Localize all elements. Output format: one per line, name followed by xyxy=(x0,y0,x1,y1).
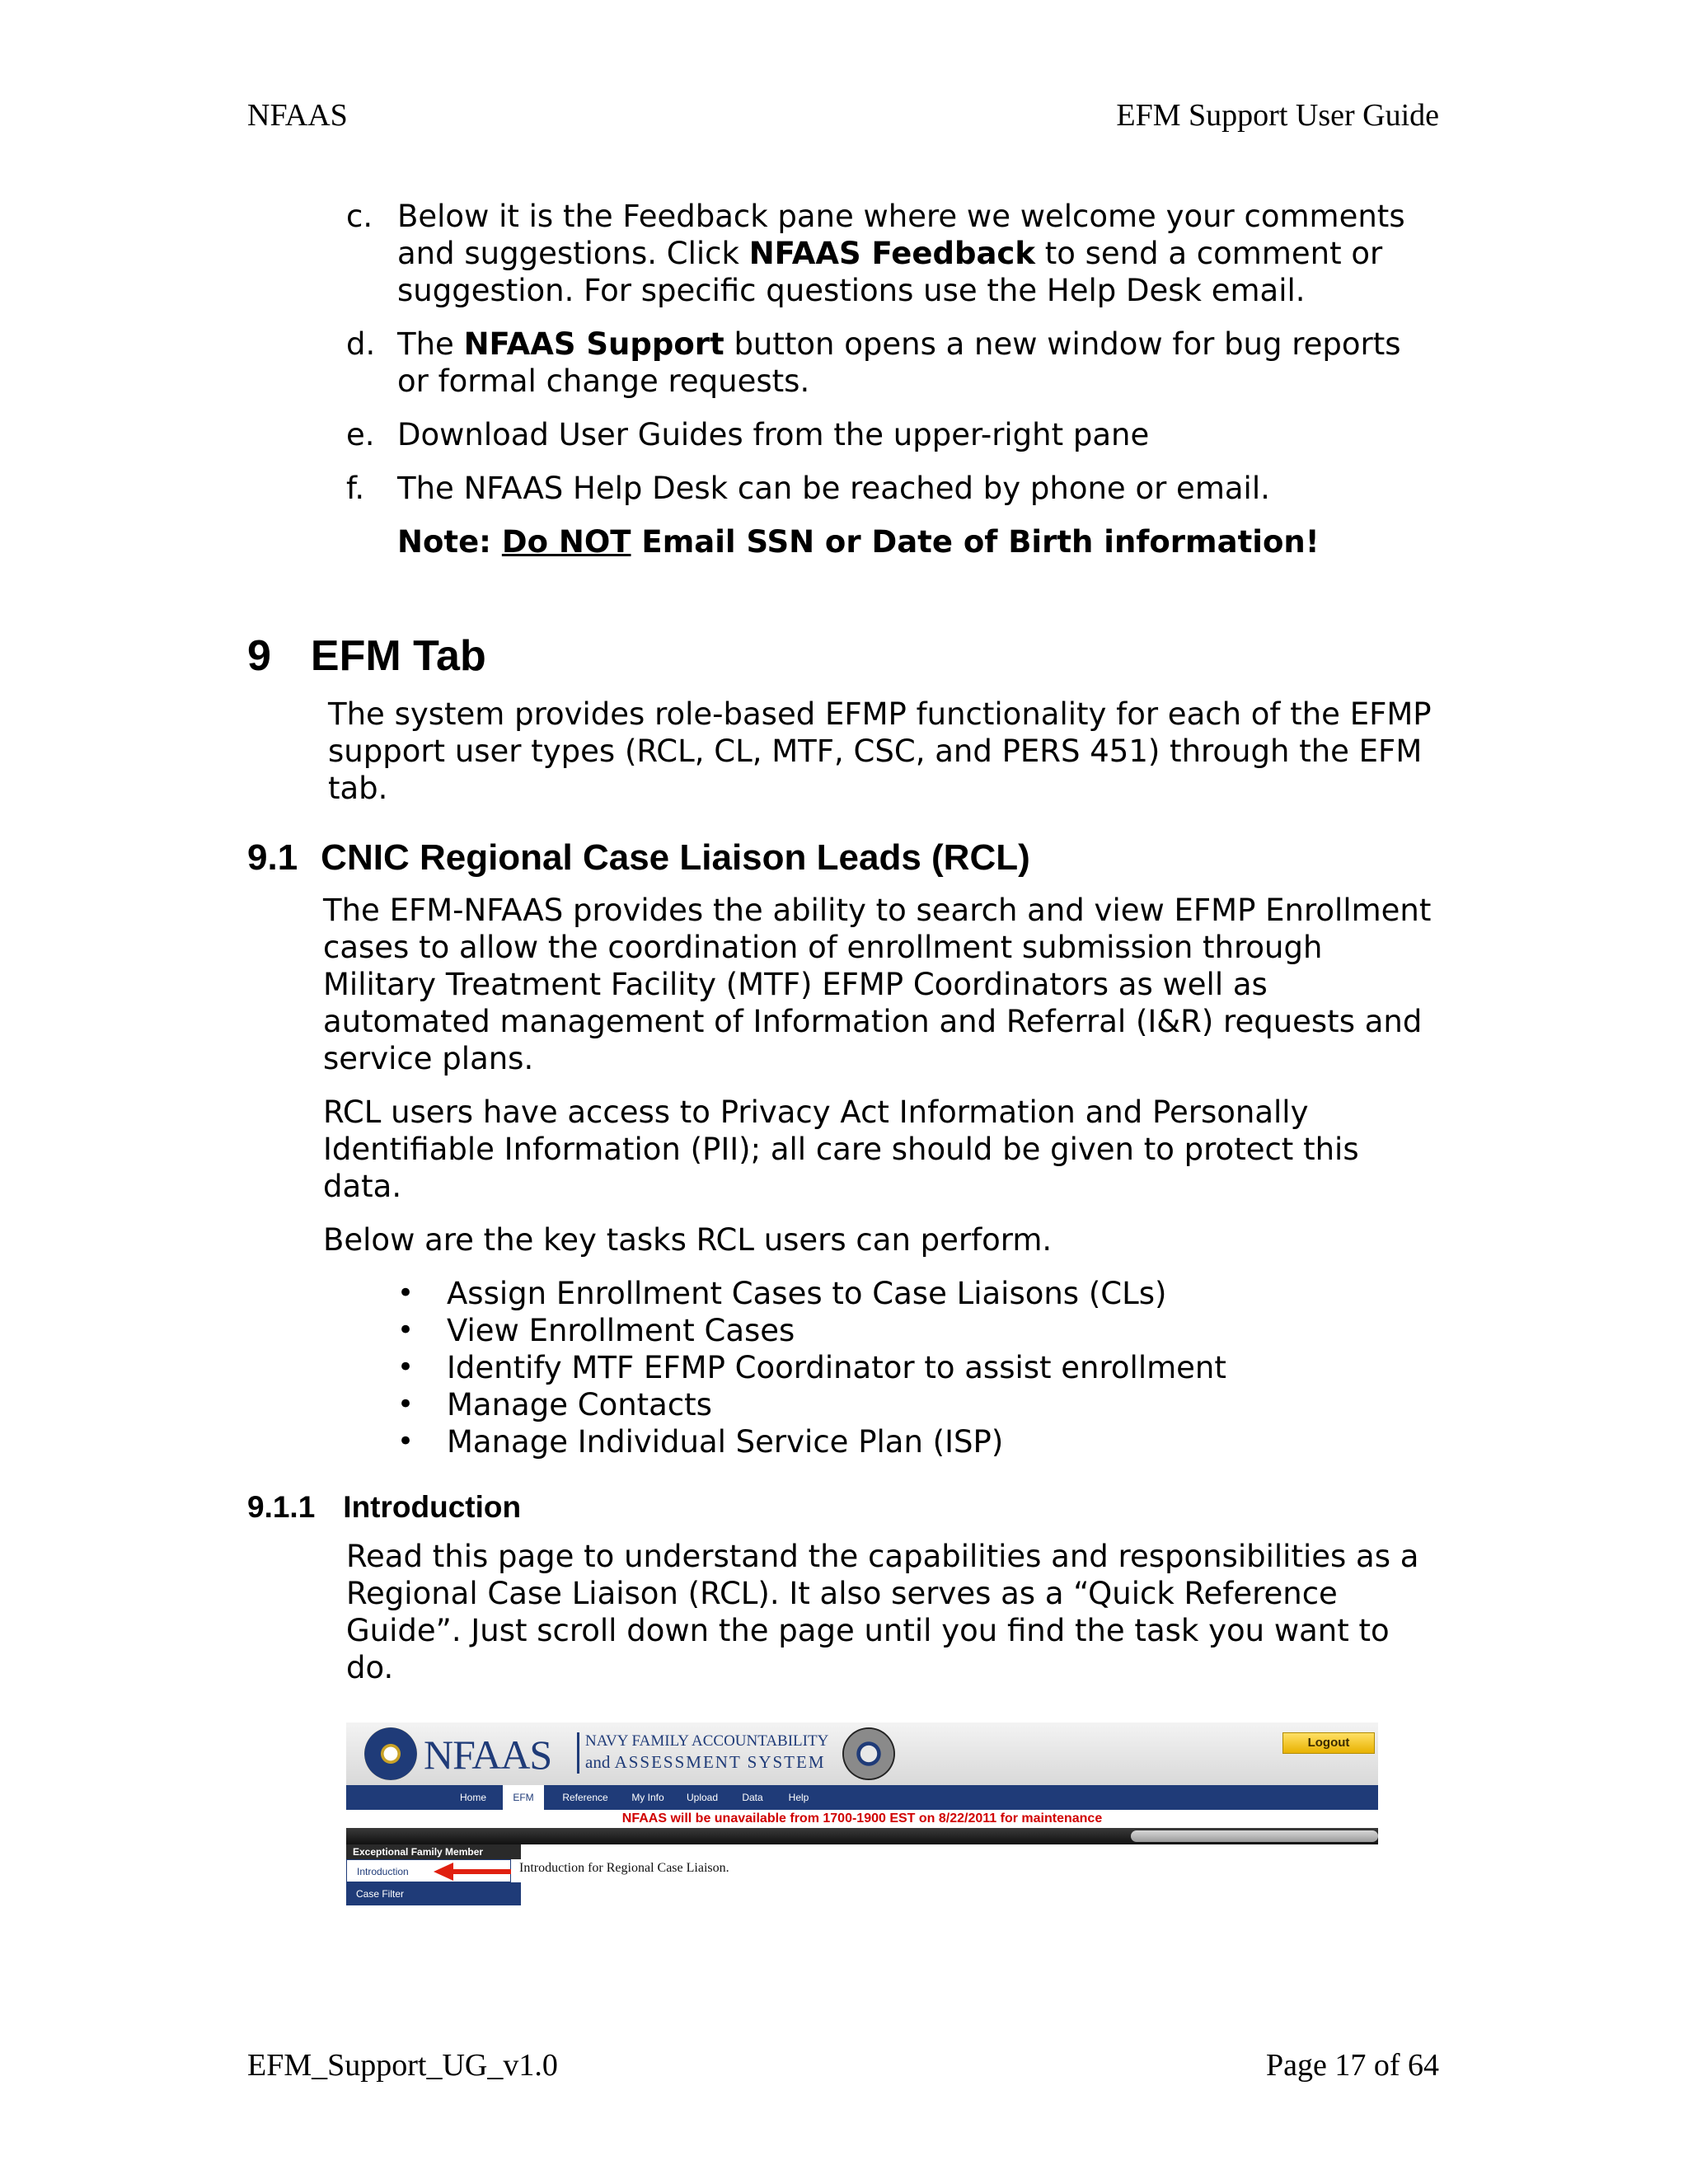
section-title: CNIC Regional Case Liaison Leads (RCL) xyxy=(321,837,1030,878)
footer-right: Page 17 of 64 xyxy=(1265,2048,1439,2083)
list-item xyxy=(346,470,1451,507)
nav-tab-data[interactable]: Data xyxy=(742,1792,763,1803)
line xyxy=(397,198,1451,235)
note-underlined: Do NOT xyxy=(501,524,631,560)
paragraph xyxy=(323,1094,1444,1205)
section-number: 9.1 xyxy=(247,837,298,878)
app-subtitle-1: NAVY FAMILY ACCOUNTABILITY xyxy=(585,1732,829,1750)
app-logo: NFAAS xyxy=(424,1732,552,1778)
nav-tab-my-info[interactable]: My Info xyxy=(631,1792,664,1803)
nfaas-screenshot xyxy=(346,1722,1378,1907)
section-9-1-1-text xyxy=(346,1538,1451,1686)
line: Military Treatment Facility (MTF) EFMP Coordinators as well as xyxy=(323,967,1268,1002)
text: suggestion. For specific questions use the Help Desk email. xyxy=(397,273,1306,308)
bullet-icon: • xyxy=(397,1388,415,1421)
list-label: f. xyxy=(346,471,365,506)
text: button opens a new window for bug reports xyxy=(724,326,1401,362)
section-9-1-text xyxy=(323,892,1444,1460)
section-9-text xyxy=(328,696,1449,807)
bullet-icon: • xyxy=(397,1277,415,1310)
bullet-text: Identify MTF EFMP Coordinator to assist enrollment xyxy=(447,1350,1226,1385)
nav-tab-upload[interactable]: Upload xyxy=(686,1792,719,1803)
line xyxy=(397,272,1451,309)
line: tab. xyxy=(328,771,388,806)
header-right: EFM Support User Guide xyxy=(1116,98,1439,133)
footer-left: EFM_Support_UG_v1.0 xyxy=(247,2048,558,2083)
subtitle-assessment: ASSESSMENT SYSTEM xyxy=(614,1752,826,1772)
line: Regional Case Liaison (RCL). It also serves as a “Quick Reference xyxy=(346,1576,1338,1611)
lettered-list xyxy=(346,198,1451,560)
nav-tab-efm[interactable]: EFM xyxy=(503,1785,544,1810)
bullet-item xyxy=(397,1349,1444,1386)
bullet-item xyxy=(397,1275,1444,1312)
bullet-text: Manage Individual Service Plan (ISP) xyxy=(447,1424,1004,1460)
text: Download User Guides from the upper-right pane xyxy=(397,417,1150,452)
main-nav xyxy=(346,1785,1378,1810)
maintenance-notice: NFAAS will be unavailable from 1700-1900 EST on 8/22/2011 for maintenance xyxy=(621,1811,1103,1825)
line: service plans. xyxy=(323,1041,534,1076)
navy-seal-icon xyxy=(364,1727,417,1780)
bullet-item xyxy=(397,1312,1444,1349)
line: Guide”. Just scroll down the page until you find the task you want to xyxy=(346,1613,1390,1648)
line xyxy=(397,470,1451,507)
section-9-1-1-heading xyxy=(247,1490,521,1525)
bullet-icon: • xyxy=(397,1425,415,1458)
line: The EFM-NFAAS provides the ability to search and view EFMP Enrollment xyxy=(323,893,1432,928)
line: support user types (RCL, CL, MTF, CSC, and PERS 451) through the EFM xyxy=(328,733,1423,769)
bullet-text: Assign Enrollment Cases to Case Liaisons (CLs) xyxy=(447,1276,1167,1311)
app-header xyxy=(346,1722,1378,1785)
section-title: Introduction xyxy=(343,1490,522,1524)
bullet-item xyxy=(397,1386,1444,1423)
list-label: c. xyxy=(346,199,373,234)
navy-families-emblem-icon xyxy=(842,1727,895,1780)
logout-button[interactable]: Logout xyxy=(1282,1732,1375,1754)
line: do. xyxy=(346,1650,394,1685)
section-number: 9 xyxy=(247,632,271,680)
list-label: e. xyxy=(346,417,375,452)
bullet-icon: • xyxy=(397,1314,415,1347)
intro-content-text: Introduction for Regional Case Liaison. xyxy=(519,1861,729,1875)
list-label: d. xyxy=(346,326,376,362)
list-item xyxy=(346,416,1451,453)
logo-divider xyxy=(577,1732,579,1774)
section-number: 9.1.1 xyxy=(247,1490,316,1524)
bold-text: NFAAS Support xyxy=(463,326,724,362)
line: automated management of Information and Referral (I&R) requests and xyxy=(323,1004,1423,1039)
section-9-1-heading xyxy=(247,837,1030,879)
line: cases to allow the coordination of enrollment submission through xyxy=(323,930,1323,965)
line: Read this page to understand the capabilities and responsibilities as a xyxy=(346,1539,1419,1574)
bullet-list xyxy=(397,1275,1444,1460)
red-arrow-icon xyxy=(434,1863,511,1881)
bold-text: NFAAS Feedback xyxy=(748,236,1035,271)
section-9-heading xyxy=(247,631,486,681)
bullet-icon: • xyxy=(397,1351,415,1384)
line: data. xyxy=(323,1169,402,1204)
text: Below it is the Feedback pane where we welcome your comments xyxy=(397,199,1405,234)
sidebar-item-case-filter[interactable]: Case Filter xyxy=(346,1882,521,1905)
paragraph xyxy=(323,892,1444,1077)
line: RCL users have access to Privacy Act Information and Personally xyxy=(323,1094,1309,1130)
note xyxy=(346,523,1451,560)
line: The system provides role-based EFMP functionality for each of the EFMP xyxy=(328,696,1432,732)
section-title: EFM Tab xyxy=(310,632,486,680)
sidebar-item-introduction[interactable]: Introduction xyxy=(346,1859,511,1882)
list-item xyxy=(346,326,1451,400)
header-left: NFAAS xyxy=(247,98,348,133)
text: The NFAAS Help Desk can be reached by phone or email. xyxy=(397,471,1270,506)
nav-tab-reference[interactable]: Reference xyxy=(562,1792,608,1803)
paragraph: Below are the key tasks RCL users can perform. xyxy=(323,1222,1053,1258)
sidebar-header: Exceptional Family Member xyxy=(346,1844,521,1859)
nav-tab-home[interactable]: Home xyxy=(459,1792,486,1803)
text: and suggestions. Click xyxy=(397,236,749,271)
section-bar-scroll xyxy=(1131,1830,1378,1842)
text: to send a comment or xyxy=(1034,236,1383,271)
bullet-text: Manage Contacts xyxy=(447,1387,712,1422)
list-item xyxy=(346,198,1451,309)
text: or formal change requests. xyxy=(397,363,810,399)
bullet-text: View Enrollment Cases xyxy=(447,1313,795,1348)
line xyxy=(397,416,1451,453)
note-text: Email SSN or Date of Birth information! xyxy=(631,524,1320,560)
line xyxy=(397,363,1451,400)
line xyxy=(397,326,1451,363)
subtitle-and: and xyxy=(585,1752,611,1772)
note-prefix: Note: xyxy=(397,524,502,560)
section-bar xyxy=(346,1828,1378,1844)
app-subtitle-2 xyxy=(585,1752,826,1773)
nav-tab-help[interactable]: Help xyxy=(788,1792,809,1803)
line: Identifiable Information (PII); all care should be given to protect this xyxy=(323,1132,1359,1167)
bullet-item xyxy=(397,1423,1444,1460)
line xyxy=(397,235,1451,272)
text: The xyxy=(397,326,464,362)
